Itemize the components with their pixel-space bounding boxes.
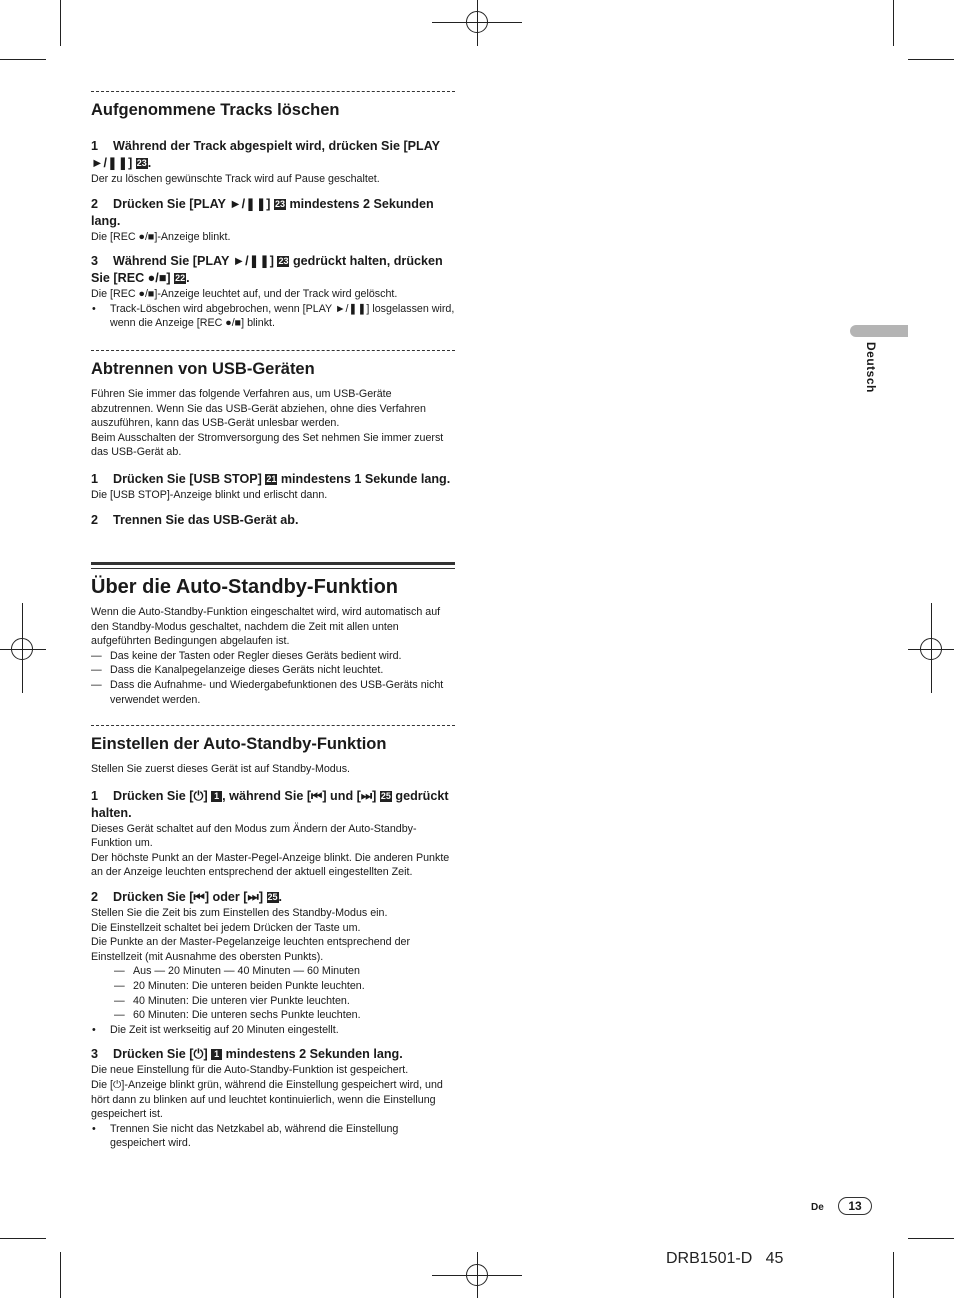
crop-mark — [908, 59, 954, 60]
bullet-note: • Trennen Sie nicht das Netzkabel ab, während die Einstellung gespeichert wird. — [91, 1122, 455, 1151]
section-usb-removal — [91, 350, 455, 529]
control-number-badge: 25 — [380, 790, 391, 801]
dashed-divider — [91, 350, 455, 351]
step-2: 2 Drücken Sie [PLAY ►/❚❚] 23 mindestens 2 Sekunden lang. — [91, 196, 434, 228]
registration-circle — [466, 1264, 488, 1286]
registration-circle — [920, 638, 942, 660]
step-description: Die Punkte an der Master-Pegelanzeige leuchten entsprechend der Einstellzeit (mit Ausnahme des obersten Punkts). — [91, 936, 411, 963]
section-title: Einstellen der Auto-Standby-Funktion — [91, 735, 387, 753]
step-2: 2 Drücken Sie [⏮] oder [⏭] 25. — [91, 889, 283, 904]
bullet-note: • Track-Löschen wird abgebrochen, wenn [PLAY ►/❚❚] losgelassen wird, wenn die Anzeige [REC ●/■] blinkt. — [91, 302, 455, 331]
step-description: Die neue Einstellung für die Auto-Standby-Funktion ist gespeichert. — [91, 1064, 409, 1077]
step-2: 2 Trennen Sie das USB-Gerät ab. — [91, 512, 299, 527]
section-auto-standby — [91, 562, 455, 707]
condition-item: — Dass die Aufnahme- und Wiedergabefunktionen des USB-Geräts nicht verwendet werden. — [91, 678, 455, 707]
section-standby-settings — [91, 725, 455, 1151]
control-number-badge: 1 — [211, 1049, 222, 1060]
document-id: DRB1501-D 45 — [666, 1250, 784, 1267]
control-number-badge: 25 — [267, 891, 278, 902]
control-number-badge: 21 — [266, 473, 277, 484]
step-1: 1 Drücken Sie [⏻] 1 , während Sie [⏮] und [⏭] 25 gedrückt halten. — [91, 788, 449, 820]
intro-text: Führen Sie immer das folgende Verfahren aus, um USB-Geräte abzutrennen. Wenn Sie das USB-Gerät abziehen, ohne dies Verfahren auszuführen, kann das USB-Gerät unlesbar werden. — [91, 388, 426, 430]
step-1: 1 Während der Track abgespielt wird, drücken Sie [PLAY ►/❚❚] 23. — [91, 139, 440, 170]
condition-item: — Das keine der Tasten oder Regler dieses Geräts bedient wird. — [91, 649, 455, 664]
language-tab-label: Deutsch — [864, 342, 878, 393]
crop-mark — [893, 1252, 894, 1298]
step-description: Stellen Sie die Zeit bis zum Einstellen des Standby-Modus ein. — [91, 906, 388, 919]
time-option: — 20 Minuten: Die unteren beiden Punkte leuchten. — [91, 979, 455, 994]
condition-item: — Dass die Kanalpegelanzeige dieses Geräts nicht leuchtet. — [91, 663, 455, 678]
intro-text: Wenn die Auto-Standby-Funktion eingeschaltet wird, wird automatisch auf den Standby-Modus geschaltet, nachdem die Zeit mit allen unten aufgeführten Bedingungen abgelaufen ist. — [91, 606, 441, 648]
step-description: Die [⏻]-Anzeige blinkt grün, während die Einstellung gespeichert wird, und hört dann zu blinken auf und leuchtet kontinuierlich, wenn die Einstellung gespeichert ist. — [91, 1078, 443, 1121]
step-3: 3 Während Sie [PLAY ►/❚❚] 23 gedrückt halten, drücken Sie [REC ●/■] 22. — [91, 254, 443, 286]
step-description: Die [USB STOP]-Anzeige blinkt und erlischt dann. — [91, 488, 328, 501]
registration-circle — [466, 11, 488, 33]
crop-mark — [893, 0, 894, 46]
step-description: Der zu löschen gewünschte Track wird auf Pause geschaltet. — [91, 173, 380, 185]
language-tab — [850, 325, 908, 337]
step-description: Dieses Gerät schaltet auf den Modus zum Ändern der Auto-Standby-Funktion um. — [91, 822, 417, 850]
crop-mark — [0, 59, 46, 60]
step-3: 3 Drücken Sie [⏻] 1 mindestens 2 Sekunden lang. — [91, 1047, 403, 1062]
footer-language: De — [811, 1202, 824, 1213]
step-description: Der höchste Punkt an der Master-Pegel-Anzeige blinkt. Die anderen Punkte an der Anzeige leuchten entsprechend der aktuell eingestellten Zeit. — [91, 851, 450, 879]
crop-mark — [60, 1252, 61, 1298]
page-number: 13 — [838, 1197, 872, 1215]
chapter-title: Über die Auto-Standby-Funktion — [91, 576, 399, 598]
section-delete-tracks — [91, 91, 455, 331]
time-option: — 60 Minuten: Die unteren sechs Punkte leuchten. — [91, 1008, 455, 1023]
bullet-note: • Die Zeit ist werkseitig auf 20 Minuten eingestellt. — [91, 1023, 455, 1038]
crop-mark — [60, 0, 61, 46]
section-title: Aufgenommene Tracks löschen — [91, 101, 340, 119]
step-description: Die [REC ●/■]-Anzeige blinkt. — [91, 230, 231, 243]
control-number-badge: 23 — [136, 158, 147, 168]
control-number-badge: 1 — [211, 791, 222, 802]
step-description: Die [REC ●/■]-Anzeige leuchtet auf, und der Track wird gelöscht. — [91, 288, 398, 301]
control-number-badge: 22 — [175, 273, 186, 284]
registration-circle — [11, 638, 33, 660]
time-option: — 40 Minuten: Die unteren vier Punkte leuchten. — [91, 994, 455, 1009]
step-description: Die Einstellzeit schaltet bei jedem Drücken der Taste um. — [91, 921, 361, 934]
dashed-divider — [91, 725, 455, 726]
intro-text: Stellen Sie zuerst dieses Gerät ist auf Standby-Modus. — [91, 763, 351, 775]
section-title: Abtrennen von USB-Geräten — [91, 360, 315, 378]
section-rule — [91, 562, 455, 569]
step-1: 1 Drücken Sie [USB STOP] 21 mindestens 1 Sekunde lang. — [91, 471, 451, 486]
crop-mark — [908, 1238, 954, 1239]
crop-mark — [0, 1238, 46, 1239]
control-number-badge: 23 — [274, 198, 285, 209]
dashed-divider — [91, 91, 455, 92]
control-number-badge: 23 — [278, 256, 289, 267]
intro-text: Beim Ausschalten der Stromversorgung des Set nehmen Sie immer zuerst das USB-Gerät ab. — [91, 431, 444, 459]
time-option: — Aus — 20 Minuten — 40 Minuten — 60 Minuten — [91, 964, 455, 979]
